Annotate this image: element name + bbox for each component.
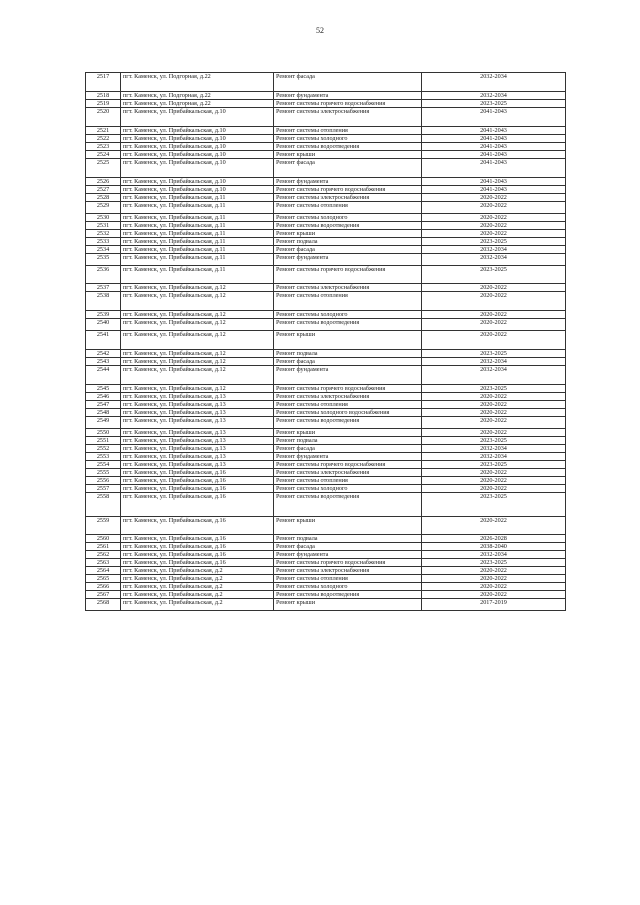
row-work-type: Ремонт системы горячего водоснабжения [274,385,422,393]
table-row [86,186,566,194]
row-period: 2023-2025 [422,266,566,284]
table-row [86,385,566,393]
row-address: пгт. Каменск, ул. Подгорная, д.22 [121,73,274,92]
row-work-type: Ремонт крыши [274,151,422,159]
table-row [86,194,566,202]
row-address: пгт. Каменск, ул. Прибайкальская, д.16 [121,493,274,517]
row-address: пгт. Каменск, ул. Прибайкальская, д.2 [121,591,274,599]
table-row [86,401,566,409]
row-number: 2547 [86,401,121,409]
row-work-type: Ремонт системы отопления [274,575,422,583]
row-number: 2567 [86,591,121,599]
table-row [86,292,566,311]
row-number: 2522 [86,135,121,143]
row-period: 2020-2022 [422,401,566,409]
row-address: пгт. Каменск, ул. Прибайкальская, д.12 [121,311,274,319]
table-row [86,493,566,517]
row-address: пгт. Каменск, ул. Прибайкальская, д.11 [121,266,274,284]
row-work-type: Ремонт подвала [274,535,422,543]
row-address: пгт. Каменск, ул. Прибайкальская, д.16 [121,551,274,559]
table-row [86,559,566,567]
repair-schedule-table [85,72,566,611]
row-number: 2531 [86,222,121,230]
row-number: 2544 [86,366,121,385]
row-period: 2032-2034 [422,445,566,453]
row-period: 2032-2034 [422,551,566,559]
table-row [86,567,566,575]
table-row [86,583,566,591]
row-number: 2532 [86,230,121,238]
row-period: 2020-2022 [422,194,566,202]
row-address: пгт. Каменск, ул. Прибайкальская, д.10 [121,135,274,143]
row-number: 2525 [86,159,121,178]
row-work-type: Ремонт системы электроснабжения [274,469,422,477]
row-work-type: Ремонт системы отопления [274,477,422,485]
row-period: 2020-2022 [422,214,566,222]
row-work-type: Ремонт крыши [274,429,422,437]
row-work-type: Ремонт системы горячего водоснабжения [274,461,422,469]
row-period: 2032-2034 [422,366,566,385]
row-work-type: Ремонт системы водоотведения [274,591,422,599]
row-number: 2545 [86,385,121,393]
row-number: 2533 [86,238,121,246]
table-row [86,222,566,230]
row-number: 2548 [86,409,121,417]
row-address: пгт. Каменск, ул. Прибайкальская, д.11 [121,202,274,214]
row-address: пгт. Каменск, ул. Прибайкальская, д.2 [121,567,274,575]
row-number: 2534 [86,246,121,254]
row-period: 2020-2022 [422,417,566,429]
row-work-type: Ремонт фундамента [274,453,422,461]
row-address: пгт. Каменск, ул. Прибайкальская, д.10 [121,151,274,159]
table-row [86,73,566,92]
row-address: пгт. Каменск, ул. Прибайкальская, д.10 [121,127,274,135]
row-address: пгт. Каменск, ул. Подгорная, д.22 [121,92,274,100]
table-row [86,202,566,214]
row-work-type: Ремонт системы отопления [274,202,422,214]
row-address: пгт. Каменск, ул. Прибайкальская, д.13 [121,417,274,429]
row-work-type: Ремонт крыши [274,599,422,611]
row-period: 2041-2043 [422,108,566,127]
row-number: 2542 [86,350,121,358]
row-work-type: Ремонт системы холодного [274,214,422,222]
row-address: пгт. Каменск, ул. Прибайкальская, д.13 [121,393,274,401]
row-number: 2518 [86,92,121,100]
table-row [86,214,566,222]
row-address: пгт. Каменск, ул. Прибайкальская, д.11 [121,230,274,238]
row-period: 2032-2034 [422,254,566,266]
row-work-type: Ремонт фундамента [274,92,422,100]
row-number: 2536 [86,266,121,284]
table-row [86,350,566,358]
row-work-type: Ремонт крыши [274,517,422,535]
row-address: пгт. Каменск, ул. Прибайкальская, д.13 [121,461,274,469]
table-row [86,535,566,543]
table-row [86,266,566,284]
table-row [86,230,566,238]
row-work-type: Ремонт системы холодного [274,485,422,493]
row-period: 2020-2022 [422,409,566,417]
row-period: 2020-2022 [422,575,566,583]
row-number: 2517 [86,73,121,92]
row-number: 2559 [86,517,121,535]
table-row [86,284,566,292]
row-period: 2020-2022 [422,284,566,292]
row-work-type: Ремонт фасада [274,73,422,92]
row-period: 2041-2043 [422,178,566,186]
row-address: пгт. Каменск, ул. Прибайкальская, д.12 [121,358,274,366]
row-work-type: Ремонт фасада [274,543,422,551]
row-period: 2032-2034 [422,358,566,366]
row-address: пгт. Каменск, ул. Прибайкальская, д.11 [121,214,274,222]
row-address: пгт. Каменск, ул. Прибайкальская, д.13 [121,409,274,417]
row-period: 2020-2022 [422,469,566,477]
row-period: 2041-2043 [422,143,566,151]
row-period: 2020-2022 [422,230,566,238]
row-number: 2555 [86,469,121,477]
row-work-type: Ремонт фундамента [274,178,422,186]
row-work-type: Ремонт системы горячего водоснабжения [274,100,422,108]
table-row [86,393,566,401]
row-work-type: Ремонт подвала [274,437,422,445]
row-address: пгт. Каменск, ул. Прибайкальская, д.12 [121,331,274,350]
row-address: пгт. Каменск, ул. Прибайкальская, д.12 [121,366,274,385]
row-number: 2566 [86,583,121,591]
row-number: 2529 [86,202,121,214]
table-row [86,92,566,100]
table-row [86,100,566,108]
row-number: 2564 [86,567,121,575]
row-work-type: Ремонт фасада [274,246,422,254]
row-number: 2535 [86,254,121,266]
row-address: пгт. Каменск, ул. Прибайкальская, д.2 [121,575,274,583]
row-number: 2539 [86,311,121,319]
row-work-type: Ремонт системы отопления [274,292,422,311]
row-address: пгт. Каменск, ул. Прибайкальская, д.13 [121,445,274,453]
table-row [86,437,566,445]
row-address: пгт. Каменск, ул. Прибайкальская, д.16 [121,469,274,477]
table-row [86,461,566,469]
table-row [86,127,566,135]
row-number: 2568 [86,599,121,611]
table-row [86,551,566,559]
row-number: 2537 [86,284,121,292]
table-row [86,254,566,266]
row-number: 2530 [86,214,121,222]
page-number: 52 [316,26,324,35]
row-address: пгт. Каменск, ул. Прибайкальская, д.16 [121,535,274,543]
row-address: пгт. Каменск, ул. Прибайкальская, д.10 [121,143,274,151]
table-row [86,409,566,417]
row-period: 2020-2022 [422,477,566,485]
row-work-type: Ремонт подвала [274,238,422,246]
table-row [86,238,566,246]
row-number: 2560 [86,535,121,543]
row-address: пгт. Каменск, ул. Прибайкальская, д.13 [121,401,274,409]
row-work-type: Ремонт системы электроснабжения [274,194,422,202]
row-number: 2541 [86,331,121,350]
row-period: 2020-2022 [422,429,566,437]
row-period: 2020-2022 [422,393,566,401]
table-body [86,73,566,611]
table-row [86,429,566,437]
row-work-type: Ремонт крыши [274,230,422,238]
row-work-type: Ремонт системы водоотведения [274,417,422,429]
row-address: пгт. Каменск, ул. Прибайкальская, д.12 [121,319,274,331]
row-work-type: Ремонт фасада [274,358,422,366]
row-work-type: Ремонт фундамента [274,551,422,559]
table-row [86,366,566,385]
row-period: 2032-2034 [422,246,566,254]
row-period: 2032-2034 [422,73,566,92]
row-work-type: Ремонт системы холодного [274,311,422,319]
row-period: 2020-2022 [422,517,566,535]
row-address: пгт. Каменск, ул. Прибайкальская, д.11 [121,254,274,266]
row-period: 2023-2025 [422,461,566,469]
row-address: пгт. Каменск, ул. Прибайкальская, д.2 [121,599,274,611]
table-row [86,143,566,151]
row-period: 2041-2043 [422,186,566,194]
row-number: 2556 [86,477,121,485]
row-work-type: Ремонт системы горячего водоснабжения [274,266,422,284]
row-period: 2020-2022 [422,222,566,230]
row-number: 2553 [86,453,121,461]
row-number: 2552 [86,445,121,453]
row-work-type: Ремонт фасада [274,445,422,453]
row-work-type: Ремонт системы водоотведения [274,319,422,331]
table-row [86,575,566,583]
row-number: 2521 [86,127,121,135]
row-number: 2519 [86,100,121,108]
table-row [86,108,566,127]
row-period: 2020-2022 [422,331,566,350]
row-work-type: Ремонт системы электроснабжения [274,393,422,401]
table-row [86,469,566,477]
row-number: 2549 [86,417,121,429]
row-period: 2020-2022 [422,319,566,331]
row-address: пгт. Каменск, ул. Подгорная, д.22 [121,100,274,108]
row-number: 2557 [86,485,121,493]
row-work-type: Ремонт крыши [274,331,422,350]
row-period: 2023-2025 [422,493,566,517]
row-number: 2563 [86,559,121,567]
row-address: пгт. Каменск, ул. Прибайкальская, д.12 [121,292,274,311]
row-period: 2038-2040 [422,543,566,551]
table-row [86,135,566,143]
row-period: 2041-2043 [422,135,566,143]
row-period: 2032-2034 [422,453,566,461]
row-address: пгт. Каменск, ул. Прибайкальская, д.2 [121,583,274,591]
table-row [86,311,566,319]
table-row [86,178,566,186]
row-period: 2020-2022 [422,311,566,319]
table-row [86,358,566,366]
row-number: 2520 [86,108,121,127]
table-row [86,599,566,611]
row-number: 2565 [86,575,121,583]
row-address: пгт. Каменск, ул. Прибайкальская, д.11 [121,238,274,246]
row-address: пгт. Каменск, ул. Прибайкальская, д.16 [121,477,274,485]
row-number: 2561 [86,543,121,551]
row-number: 2558 [86,493,121,517]
row-address: пгт. Каменск, ул. Прибайкальская, д.10 [121,178,274,186]
row-number: 2554 [86,461,121,469]
row-period: 2020-2022 [422,485,566,493]
row-period: 2023-2025 [422,559,566,567]
row-period: 2023-2025 [422,350,566,358]
row-address: пгт. Каменск, ул. Прибайкальская, д.10 [121,186,274,194]
row-number: 2526 [86,178,121,186]
row-number: 2523 [86,143,121,151]
table-row [86,246,566,254]
row-address: пгт. Каменск, ул. Прибайкальская, д.12 [121,350,274,358]
row-number: 2524 [86,151,121,159]
row-number: 2538 [86,292,121,311]
row-work-type: Ремонт системы горячего водоснабжения [274,186,422,194]
row-work-type: Ремонт системы отопления [274,401,422,409]
row-number: 2562 [86,551,121,559]
row-work-type: Ремонт системы холодного [274,135,422,143]
row-period: 2023-2025 [422,385,566,393]
row-period: 2023-2025 [422,100,566,108]
row-address: пгт. Каменск, ул. Прибайкальская, д.16 [121,559,274,567]
row-period: 2020-2022 [422,292,566,311]
row-period: 2020-2022 [422,567,566,575]
row-work-type: Ремонт системы водоотведения [274,493,422,517]
table-row [86,417,566,429]
row-work-type: Ремонт подвала [274,350,422,358]
table-row [86,543,566,551]
row-address: пгт. Каменск, ул. Прибайкальская, д.16 [121,517,274,535]
table-row [86,159,566,178]
row-period: 2041-2043 [422,151,566,159]
row-number: 2540 [86,319,121,331]
row-work-type: Ремонт системы электроснабжения [274,108,422,127]
row-address: пгт. Каменск, ул. Прибайкальская, д.12 [121,284,274,292]
row-work-type: Ремонт системы водоотведения [274,222,422,230]
row-work-type: Ремонт системы отопления [274,127,422,135]
row-address: пгт. Каменск, ул. Прибайкальская, д.11 [121,222,274,230]
row-work-type: Ремонт фундамента [274,366,422,385]
table-row [86,331,566,350]
table-row [86,517,566,535]
table-row [86,485,566,493]
table-row [86,319,566,331]
row-work-type: Ремонт фасада [274,159,422,178]
table-row [86,151,566,159]
row-period: 2041-2043 [422,127,566,135]
table-row [86,591,566,599]
row-address: пгт. Каменск, ул. Прибайкальская, д.16 [121,543,274,551]
row-address: пгт. Каменск, ул. Прибайкальская, д.13 [121,429,274,437]
row-period: 2032-2034 [422,92,566,100]
row-period: 2020-2022 [422,591,566,599]
row-work-type: Ремонт фундамента [274,254,422,266]
table-row [86,453,566,461]
row-address: пгт. Каменск, ул. Прибайкальская, д.16 [121,485,274,493]
row-period: 2023-2025 [422,437,566,445]
row-period: 2020-2022 [422,583,566,591]
row-address: пгт. Каменск, ул. Прибайкальская, д.13 [121,437,274,445]
row-number: 2550 [86,429,121,437]
row-address: пгт. Каменск, ул. Прибайкальская, д.11 [121,194,274,202]
row-number: 2551 [86,437,121,445]
row-address: пгт. Каменск, ул. Прибайкальская, д.10 [121,108,274,127]
table-row [86,445,566,453]
row-number: 2527 [86,186,121,194]
row-work-type: Ремонт системы холодного водоснабжения [274,409,422,417]
row-period: 2041-2043 [422,159,566,178]
row-work-type: Ремонт системы водоотведения [274,143,422,151]
row-number: 2528 [86,194,121,202]
row-address: пгт. Каменск, ул. Прибайкальская, д.12 [121,385,274,393]
row-work-type: Ремонт системы холодного [274,583,422,591]
row-number: 2543 [86,358,121,366]
row-period: 2026-2028 [422,535,566,543]
row-address: пгт. Каменск, ул. Прибайкальская, д.13 [121,453,274,461]
row-address: пгт. Каменск, ул. Прибайкальская, д.10 [121,159,274,178]
row-number: 2546 [86,393,121,401]
row-period: 2023-2025 [422,238,566,246]
row-address: пгт. Каменск, ул. Прибайкальская, д.11 [121,246,274,254]
row-period: 2017-2019 [422,599,566,611]
row-work-type: Ремонт системы электроснабжения [274,567,422,575]
row-work-type: Ремонт системы горячего водоснабжения [274,559,422,567]
row-work-type: Ремонт системы электроснабжения [274,284,422,292]
table-row [86,477,566,485]
row-period: 2020-2022 [422,202,566,214]
